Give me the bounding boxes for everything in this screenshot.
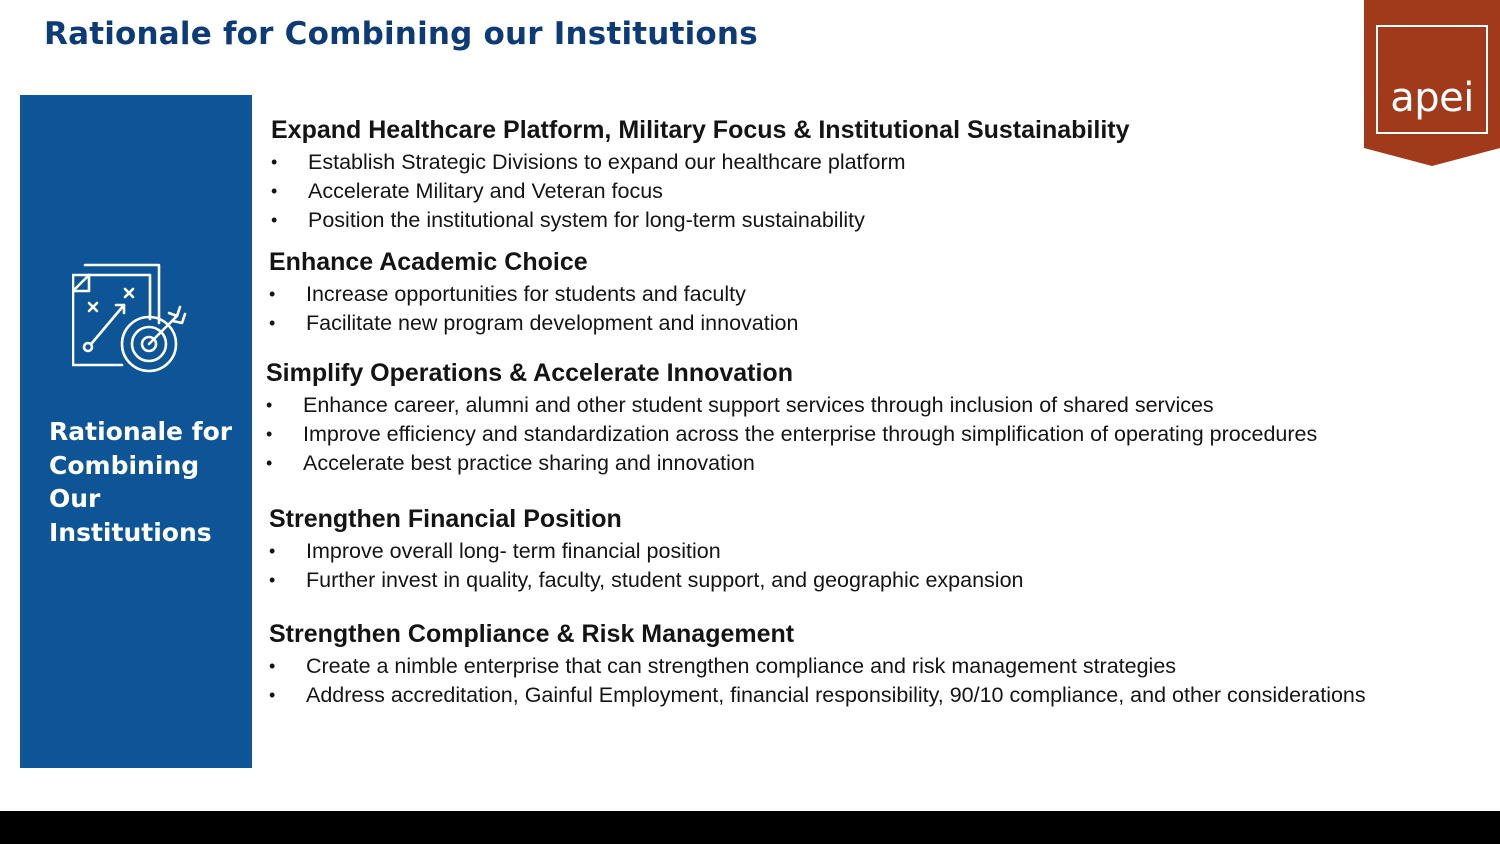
section-simplify-operations <box>266 355 1317 478</box>
section-heading: Simplify Operations & Accelerate Innovation <box>266 359 793 387</box>
slide-title: Rationale for Combining our Institutions <box>44 16 758 52</box>
section-heading: Strengthen Compliance & Risk Management <box>269 620 795 648</box>
apei-logo <box>1364 0 1500 168</box>
bullet-icon: • <box>271 181 278 201</box>
section-academic-choice <box>269 244 798 338</box>
list-item: • Enhance career, alumni and other student support services through inclusion of shared services <box>266 391 1317 420</box>
section-heading: Strengthen Financial Position <box>269 505 622 533</box>
sidebar-title: Rationale for Combining Our Institutions <box>49 417 233 547</box>
section-expand-healthcare <box>271 112 1130 235</box>
list-item: • Accelerate best practice sharing and innovation <box>266 449 1317 478</box>
list-item: • Improve overall long- term financial position <box>269 537 1024 566</box>
list-item: • Establish Strategic Divisions to expand our healthcare platform <box>271 148 1130 177</box>
bullet-icon: • <box>266 424 273 444</box>
bullet-list <box>269 280 798 338</box>
bullet-icon: • <box>266 453 273 473</box>
section-heading: Enhance Academic Choice <box>269 248 588 276</box>
bottom-bar <box>0 811 1500 844</box>
bullet-list <box>269 652 1366 710</box>
list-item: • Accelerate Military and Veteran focus <box>271 177 1130 206</box>
strategy-target-icon <box>72 261 188 375</box>
bullet-list <box>266 391 1317 478</box>
bullet-icon: • <box>271 210 278 230</box>
list-item: • Facilitate new program development and innovation <box>269 309 798 338</box>
bullet-icon: • <box>269 284 276 304</box>
bullet-icon: • <box>269 570 276 590</box>
bullet-icon: • <box>266 395 273 415</box>
logo-text: apei <box>1390 75 1474 121</box>
section-financial-position <box>269 501 1024 595</box>
bullet-icon: • <box>269 685 276 705</box>
section-compliance-risk <box>269 616 1366 710</box>
bullet-icon: • <box>269 656 276 676</box>
list-item: • Create a nimble enterprise that can strengthen compliance and risk management strategies <box>269 652 1366 681</box>
list-item: • Further invest in quality, faculty, student support, and geographic expansion <box>269 566 1024 595</box>
bullet-list <box>269 537 1024 595</box>
bullet-icon: • <box>269 313 276 333</box>
list-item: • Address accreditation, Gainful Employment, financial responsibility, 90/10 compliance, and other considerations <box>269 681 1366 710</box>
sidebar-panel <box>20 95 252 768</box>
section-heading: Expand Healthcare Platform, Military Focus & Institutional Sustainability <box>271 116 1130 144</box>
bullet-icon: • <box>269 541 276 561</box>
bullet-list <box>271 148 1130 235</box>
list-item: • Position the institutional system for long-term sustainability <box>271 206 1130 235</box>
bullet-icon: • <box>271 152 278 172</box>
list-item: • Increase opportunities for students and faculty <box>269 280 798 309</box>
list-item: • Improve efficiency and standardization across the enterprise through simplification of operating procedures <box>266 420 1317 449</box>
